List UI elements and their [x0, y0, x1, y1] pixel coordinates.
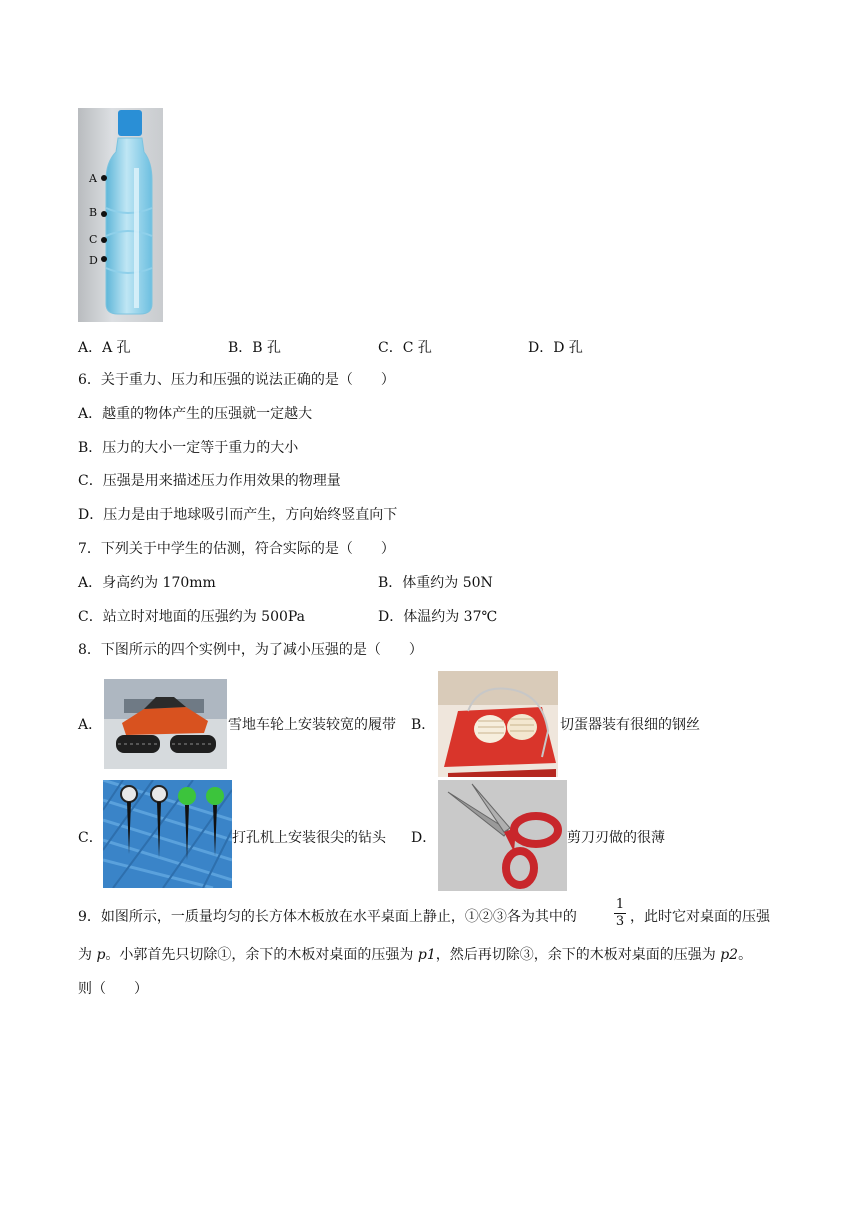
q9-line-2-b: 。小郭首先只切除①，余下的木板对桌面的压强为: [105, 947, 418, 963]
q7-option-a[interactable]: A．身高约为 170mm: [78, 575, 216, 591]
scissors-image: [438, 780, 567, 891]
q9-line-3: 则（ ）: [78, 981, 148, 997]
q7-stem: 7．下列关于中学生的估测，符合实际的是（ ）: [78, 541, 395, 557]
q6-option-b[interactable]: B．压力的大小一定等于重力的大小: [78, 440, 299, 456]
q5-option-a[interactable]: A．A 孔: [78, 340, 131, 356]
q8-option-c-letter[interactable]: C．: [78, 830, 103, 846]
q5-option-b[interactable]: B．B 孔: [228, 340, 282, 356]
hole-c-dot: [101, 237, 107, 243]
q6-stem: 6．关于重力、压力和压强的说法正确的是（ ）: [78, 372, 395, 388]
water-bottle-image: [78, 108, 163, 322]
q9-line-2-a: 为: [78, 947, 97, 963]
q9-line-2-c: ，然后再切除③，余下的木板对桌面的压强为: [435, 947, 721, 963]
q9-line-1-end: ，此时它对桌面的压强: [630, 909, 770, 925]
q5-option-c[interactable]: C．C 孔: [378, 340, 432, 356]
q6-option-a[interactable]: A．越重的物体产生的压强就一定越大: [78, 406, 313, 422]
q7-option-c[interactable]: C．站立时对地面的压强约为 500Pa: [78, 609, 306, 625]
pressure-symbol-p1: p1: [417, 947, 436, 963]
hole-label-a: A: [89, 172, 97, 185]
hole-b-dot: [101, 211, 107, 217]
q8-option-a-letter[interactable]: A．: [78, 717, 103, 733]
q8-option-c-caption: 打孔机上安装很尖的钻头: [232, 830, 386, 846]
q8-option-d-caption: 剪刀刃做的很薄: [567, 830, 665, 846]
hole-label-b: B: [89, 206, 98, 219]
q9-line-2-d: 。: [738, 947, 753, 963]
q7-option-b[interactable]: B．体重约为 50N: [378, 575, 493, 591]
snowmobile-image: [104, 679, 227, 769]
fraction-numerator: 1: [615, 897, 625, 912]
q9-line-1-text: 9．如图所示，一质量均匀的长方体木板放在水平桌面上静止，①②③各为其中的: [78, 909, 577, 925]
hole-d-dot: [101, 256, 107, 262]
q6-option-d[interactable]: D．压力是由于地球吸引而产生，方向始终竖直向下: [78, 507, 398, 523]
hole-label-c: C: [89, 233, 98, 246]
q8-option-d-letter[interactable]: D．: [411, 830, 437, 846]
drill-bits-image: [103, 780, 232, 888]
q9-line-2: [78, 945, 752, 965]
fraction-denominator: 3: [615, 914, 625, 929]
one-third-fraction: [614, 898, 626, 929]
q8-option-b-letter[interactable]: B．: [411, 717, 436, 733]
pressure-symbol-p: p: [96, 947, 106, 963]
q9-line-1: [78, 907, 577, 927]
q6-option-c[interactable]: C．压强是用来描述压力作用效果的物理量: [78, 473, 341, 489]
q8-option-a-caption: 雪地车轮上安装较宽的履带: [228, 717, 396, 733]
hole-a-dot: [101, 175, 107, 181]
pressure-symbol-p2: p2: [720, 947, 739, 963]
hole-label-d: D: [89, 254, 98, 267]
q7-option-d[interactable]: D．体温约为 37℃: [378, 609, 498, 625]
q8-stem: 8．下图所示的四个实例中，为了减小压强的是（ ）: [78, 642, 423, 658]
q8-option-b-caption: 切蛋器装有很细的钢丝: [560, 717, 700, 733]
q5-option-d[interactable]: D．D 孔: [528, 340, 583, 356]
egg-slicer-image: [438, 671, 558, 777]
